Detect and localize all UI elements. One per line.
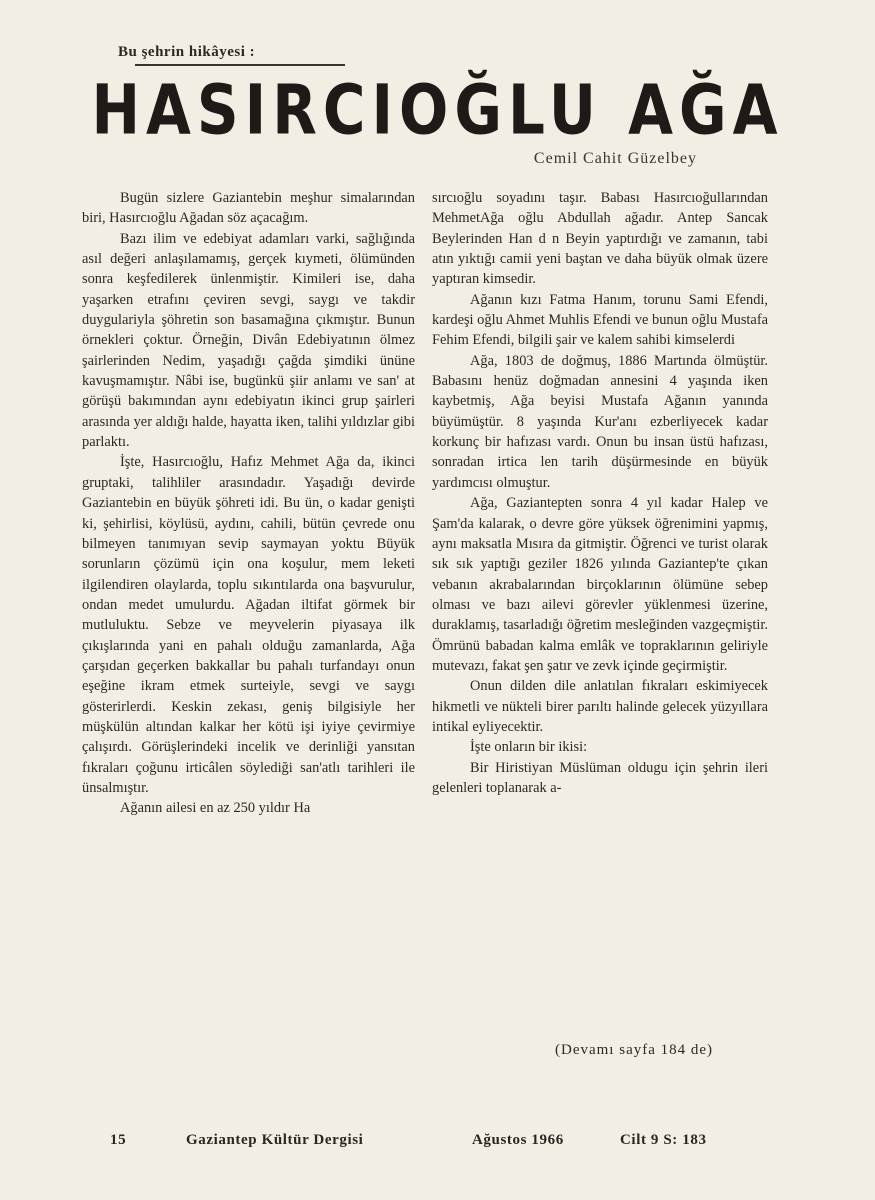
article-title: HASIRCIOĞLU AĞA (91, 70, 784, 151)
paragraph: sırcıoğlu soyadını taşır. Babası Hasırcıoğullarından MehmetAğa oğlu Abdullah ağadır. Antep Sancak Beylerinden Han d n Beyin yaptırdığı ve zamanın, tabi atın yıktığı camii yeni baştan ve daha büyük olmak üzere yaptıran kimsedir. (432, 190, 768, 288)
paragraph: Ağanın ailesi en az 250 yıldır Ha (120, 800, 311, 817)
paragraph: Ağanın kızı Fatma Hanım, torunu Sami Efendi, kardeşi oğlu Ahmet Muhlis Efendi ve bunun oğlu Mustafa Fehim Efendi, bilgili şair ve kalem sahibi kimselerdi (432, 291, 768, 349)
left-column (82, 188, 415, 819)
paragraph: Bazı ilim ve edebiyat adamları varki, sağlığında asıl değeri anlaşılamamış, gerçek kıymeti, ölümünden sonra keşfedilerek ünlenmiştir. Kimileri ise, daha yaşarken etrafını çeviren sevgi, saygı ve takdir duygulariyla şöhretin son basamağına çıkmıştır. Bunun örnekleri çoktur. Örneğin, Divân Edebiyatının ölmez şairlerinden Nedim, yaşadığı çağda şimdiki ününe kavuşmamıştır. Nâbi ise, bugünkü şiir anlamı ve san' at görüşü bakımından aynı edebiyatın ikinci grup şairleri arasında yer aldığı halde, hayatta iken, talihi yıldızlar gibi parlaktı. (82, 230, 415, 451)
paragraph: İşte, Hasırcıoğlu, Hafız Mehmet Ağa da, ikinci gruptaki, talihliler arasındadır. Yaşadığı devirde Gaziantebin en büyük şöhreti idi. Bu ün, o kadar genişti ki, şehirlisi, köylüsü, aydını, cahili, bütün çevrede onu bilmeyen tanımıyan sevip saymayan yoktu Büyük sorunların çözümü için ona koşulur, mem leketi ilgilendiren olaylarda, toplu sıkıntılarda ona başvurulur, ondan medet umulurdu. Ağadan iltifat görmek bir mutluluktu. Sebze ve meyvelerin piyasaya ilk çıkışlarında yani en pahalı olduğu zamanlarda, Ağa çarşıdan geçerken bakkallar bu pahalı turfandayı onun eşeğine ikram etmek surteiyle, sevgi ve saygı gösterirlerdi. Keskin zekası, geniş bilgisiyle her müşkülün altından kalkar her kötü işi iyiye çevirmiye çalışırdı. Görüşlerindeki incelik ve derinliği yansıtan fıkraları çoğunu irticâlen söylediği san'atlı tarihleri ile ünsalmıştır. (82, 454, 415, 796)
paragraph: Onun dilden dile anlatılan fıkraları eskimiyecek hikmetli ve nükteli birer parıltı halinde gelecek yüzyıllara intikal eyliyecektir. (432, 678, 768, 735)
magazine-name: Gaziantep Kültür Dergisi (186, 1132, 364, 1148)
volume-issue: Cilt 9 S: 183 (620, 1132, 707, 1148)
series-underline (135, 64, 345, 66)
paragraph: Bugün sizlere Gaziantebin meşhur simalarından biri, Hasırcıoğlu Ağadan söz açacağım. (82, 190, 415, 227)
series-heading: Bu şehrin hikâyesi : (118, 44, 256, 60)
issue-date: Ağustos 1966 (472, 1132, 564, 1148)
paragraph: Bir Hiristiyan Müslüman oldugu için şehrin ileri gelenleri toplanarak a- (432, 759, 768, 796)
paragraph: Ağa, Gaziantepten sonra 4 yıl kadar Halep ve Şam'da kalarak, o devre göre yüksek öğrenimini yapmış, aynı maksatla Mısıra da gitmiştir. Öğrenci ve turist olarak sık sık yaptığı geziler 1826 yılında Gaziantep'te çıkan vebanın akrabalarından birçoklarının ölümüne sebep olması ve bazı ailevi görevler yüklenmesi üzerine, duraklamış, tasarladığı öğretim mesleğinden vazgeçmiştir. Ömrünü babadan kalma emlâk ve topraklarının geliriyle mutevazı, fakat şen şatır ve zevk içinde geçirmiştir. (432, 495, 768, 674)
author-name: Cemil Cahit Güzelbey (533, 150, 697, 167)
right-column (432, 188, 768, 798)
continued-note: (Devamı sayfa 184 de) (555, 1042, 714, 1058)
paragraph: İşte onların bir ikisi: (470, 739, 588, 756)
page-number: 15 (110, 1132, 127, 1148)
paragraph: Ağa, 1803 de doğmuş, 1886 Martında ölmüştür. Babasını henüz doğmadan annesini 4 yaşında iken kaybetmiş, Ağa beyisi Mustafa Ağanın yanında büyümüştür. 8 yaşında Kur'anı ezberliyecek kadar korkunç bir hafızası vardı. Onun bu insan üstü hafızası, sonradan irtica len tarih düşürmesinde en büyük yardımcısı olmuştur. (432, 352, 768, 491)
